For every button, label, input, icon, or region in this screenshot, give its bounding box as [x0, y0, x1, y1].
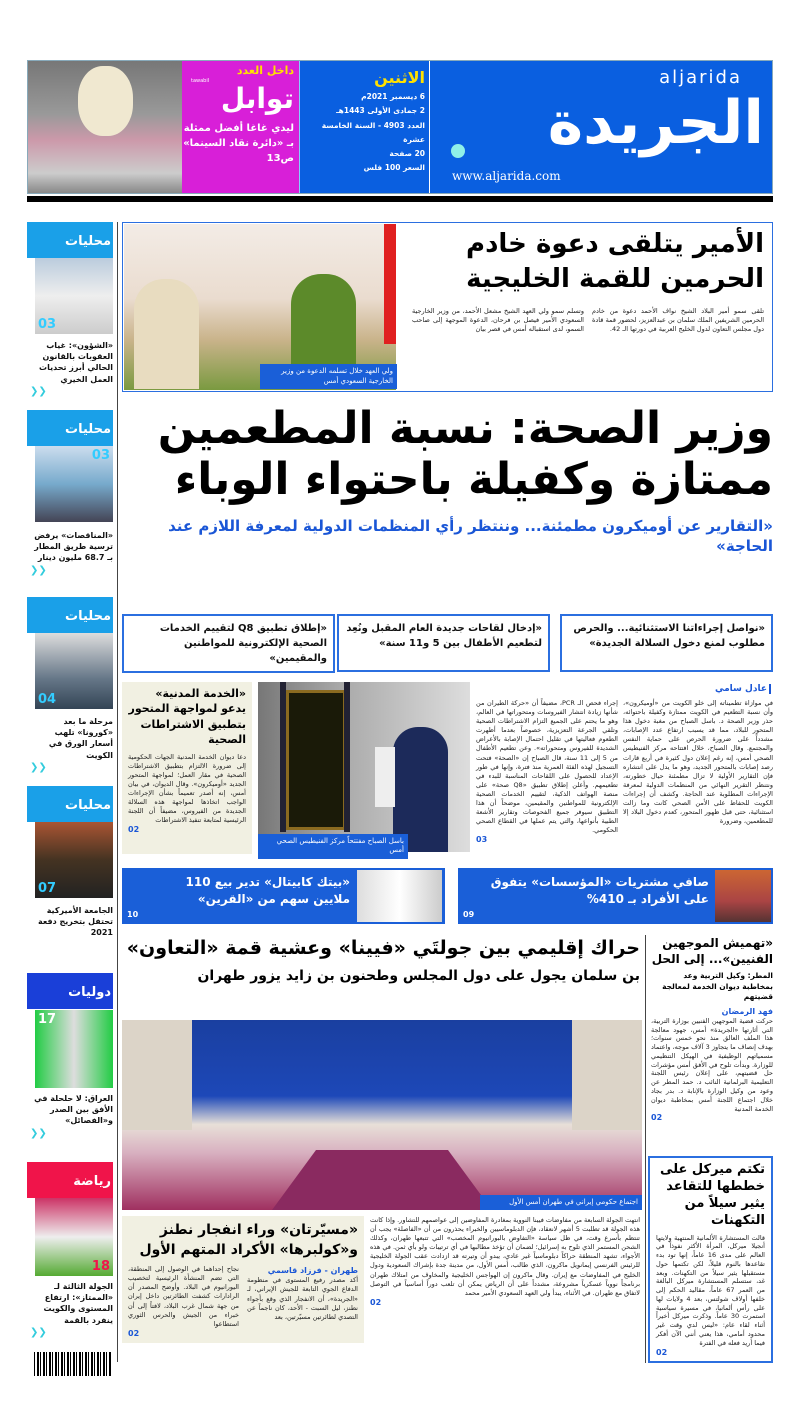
lead-col2-wrap [476, 699, 618, 844]
sidebar-story[interactable]: «المناقصات» يرفض ترسية طريق المطار بـ 68.7 مليون دينار [34, 531, 113, 563]
promo-photo-lady-gaga [28, 61, 182, 193]
page-ref[interactable]: 02 [656, 1347, 668, 1357]
page-number: 03 [38, 317, 57, 332]
civil-service-headline[interactable]: «الخدمة المدنية» يدعو لمواجهة المتحور بتطبيق الاشتراطات الصحية [128, 687, 246, 747]
page-number: 07 [38, 881, 57, 896]
date-hijri: 2 جمادى الأولى 1443هـ [336, 106, 425, 116]
merkel-box [648, 1156, 773, 1363]
date-gregorian: 6 ديسمبر 2021م [361, 92, 425, 101]
top-story-col2: وتسلم سمو ولي العهد الشيخ مشعل الأحمد، من وزير الخارجية السعودي الأمير فيصل بن فرحان، الدعوة الموجهة إلى صاحب السمو، لدى استقباله أمس في قصر بيان [412, 307, 584, 334]
price: السعر 100 فلس [363, 163, 425, 173]
economy-box[interactable] [458, 868, 773, 924]
top-story-caption: ولي العهد خلال تسلمه الدعوة من وزير الخارجية السعودي أمس [260, 364, 397, 389]
sidebar-story[interactable]: الجامعة الأميركية تحتفل بتخريج دفعة 2021 [38, 906, 113, 938]
sidebar-item [30, 1281, 113, 1339]
logo-block[interactable] [430, 61, 772, 193]
issue-number: العدد 4903 - السنة الخامسة عشرة [321, 120, 425, 144]
page-count: 20 صفحة [389, 149, 425, 158]
sidebar-section-sport[interactable]: رياضة [27, 1162, 113, 1198]
natanz-byline: طهران - فرزاد قاسمي [267, 1266, 358, 1276]
chevrons-icon: ❮❮ [30, 1127, 47, 1139]
chevrons-icon: ❮❮ [30, 761, 47, 773]
civil-service-body: دعا ديوان الخدمة المدنية الجهات الحكومية إلى ضرورة الالتزام بتطبيق الاشتراطات الصحية في مقار العمل؛ لمواجهة المتحور الجديد «أوميكرون». وقال الديوان، في بيان أمس، إنه أصدر تعميماً بشأن الإجراءات الواجب اتخاذها لمواجهة هذه السلالة الجديدة من الفيروس، مضيفاً أن اللجنة الرئيسية لمتابعة تنفيذ الاشتراطات [128, 752, 246, 825]
sidebar-item [30, 530, 113, 577]
masthead-rule [27, 196, 773, 202]
promo-supplement-en: tawabil [191, 78, 210, 85]
sidebar-thumb[interactable] [35, 1010, 113, 1088]
headline-line: وزير الصحة: نسبة المطعمين [157, 403, 773, 454]
sidebar-section-local[interactable]: محليات [27, 786, 113, 822]
promo-headline: ليدي غاغا أفضل ممثلة [183, 123, 294, 135]
logo-ar: الجريدة [547, 88, 764, 158]
barcode [34, 1352, 112, 1376]
stock-exchange-photo [715, 870, 771, 922]
promo-kicker: داخل العدد [236, 64, 294, 77]
sidebar-section-local[interactable]: محليات [27, 410, 113, 446]
headline-line: ممتازة وكفيلة باحتواء الوباء [174, 453, 773, 505]
sidebar-item [30, 716, 113, 774]
day: الاثنين [374, 68, 425, 87]
page-number: 04 [38, 692, 57, 707]
merkel-headline[interactable]: تكتم ميركل على خططها للتقاعد يثير سيلاً من التكهنات [660, 1162, 765, 1228]
regional-photo-caption: اجتماع حكومي إيراني في طهران أمس الأول [480, 1195, 642, 1210]
page-number: 03 [91, 448, 110, 463]
lead-photo-caption: باسل الصباح مفتتحاً مركز الفنيطيس الصحي أمس [258, 834, 408, 859]
chevrons-icon: ❮❮ [30, 1326, 47, 1338]
column-divider [645, 935, 646, 1363]
quote-box: «إطلاق تطبيق Q8 لتقييم الخدمات الصحية الإلكترونية للمواطنين والمقيمين» [122, 614, 335, 673]
sidebar-story[interactable]: مرحلة ما بعد «كورونا» تلهب أسعار الورق في الكويت [48, 717, 113, 760]
promo-sub: بـ «دائرة نقاد السينما» ص13 [183, 138, 294, 165]
page-ref[interactable]: 02 [370, 1297, 382, 1307]
sidebar-thumb[interactable] [35, 822, 113, 898]
lead-col2: إجراء فحص الـ PCR، مضيفاً أن «حركة الطيران من شأنها زيادة انتشار الفيروسات ومتحوراتها في العالم، وهو ما يحتم على الجميع التزام الاشتراطات الصحية وتلقي الجرعة التعزيزية، خصوصاً بعدما أظهرت الطعوم فعاليتها في تقليل احتمال الإصابة بالأعراض الشديدة للفيروس ومتحوراته». وعن تطعيم الأطفال من 5 إلى 11 سنة، قال الصباح إن «الصحة» فتحت التسجيل لهذه الفئة العمرية منذ فترة، وإنها في طور الإعداد للحصول على اللقاحات المناسبة للبدء في تطعيمهم. وأعلن إطلاق تطبيق «Q8 صحة» على منصة الهواتف الذكية، لتقييم الخدمات الصحية الإلكترونية للمواطنين والمقيمين، موضحاً أن هذا التطبيق سيوفر جميع الفحوصات وتقارير الأشعة الطبية بأنواعها، والتي يتم عملها في القطاع الصحي الحكومي. [476, 699, 619, 835]
teachers-story [651, 936, 773, 1122]
date-block [299, 61, 429, 193]
quote-box: «إدخال لقاحات جديدة العام المقبل ونُعِد لتطعيم الأطفال بين 5 و11 سنة» [337, 614, 550, 672]
lead-author: عادل سامي [715, 684, 771, 694]
headline-line: الحرمين للقمة الخليجية [466, 264, 764, 295]
page-ref[interactable]: 02 [128, 1328, 140, 1338]
sidebar-section-local[interactable]: محليات [27, 597, 113, 633]
promo-tawabil[interactable] [181, 61, 299, 193]
lead-col1: في موازاة تطميناته إلى خلو الكويت من «أوميكرون»، وأن نسبة التطعيم في الكويت ممتازة وكفيلة باحتوائه، حذر وزير الصحة د. باسل الصباح من مغبة دخول هذا المتحور للبلاد، مما قد يسبب ارتفاع عدد الإصابات، مشدداً على ضرورة الحرص على حماية النفس والمجتمع. وقال الصباح، خلال افتتاحه مركز الفنيطيس الصحي أمس، إنه رغم إعلان دول كثيرة في أربع قارات رصد إصابات بالمتحور الجديد، وهو ما يدل على انتشاره فإن التقارير الأولية لا تزال مطمئنة حيال خطورته، ونتنظر التقرير النهائي من المنظمات الدولية لمعرفة الإجراءات المطلوبة عند الحاجة. وكشف أن إجراءات الكويت للحفاظ على الأمن الصحي كانت وما زالت استثنائية، حتى قبل ظهور المتحور، كعدم دخول البلاد إلا للمطعمين، وضرورة [623, 699, 773, 826]
page-number: 17 [38, 1012, 57, 1027]
economy-headline: «بيتك كابيتال» تدير بيع 110 ملايين سهم من «القرين» [185, 875, 350, 907]
masthead [27, 60, 773, 194]
sidebar-thumb[interactable] [35, 446, 113, 522]
quote-box: «نواصل إجراءاتنا الاستثنائية... والحرص مطلوب لمنع دخول السلالة الجديدة» [560, 614, 773, 672]
top-story [122, 222, 773, 392]
sidebar-thumb[interactable] [35, 1198, 113, 1276]
sidebar-item [30, 340, 113, 398]
economy-box[interactable] [122, 868, 445, 924]
regional-head [122, 936, 640, 986]
merkel-body: قالت المستشارة الألمانية المنتهية ولايتها أنجيلا ميركل، المرأة الأكثر نفوذاً في العالم على مدى 16 عاماً، إنها تود بدء تقاعدها بالنوم قليلاً، لكن تكتمها حول مستقبلها يثير سيلاً من التكهنات. وبعد غد، ستسلم المستشارة ميركل البالغة من العمر 67 عاماً، مقاليد الحكم إلى خلفها أولاف شولتس، بعد 4 ولايات لها على رأس ألمانيا، في مسيرة سياسية استمرت 30 عاماً. وذكرت ميركل أخيراً أثناء لقاء عام: «ليس لدي وقت غير محدود أمامي، هذا يعني أنني الآن أفكر فيما أريد فعله في الفترة [656, 1233, 765, 1347]
sidebar-item [30, 1093, 113, 1140]
headline-line: الأمير يتلقى دعوة خادم [466, 229, 764, 259]
top-story-col1: تلقى سمو أمير البلاد الشيخ نواف الأحمد دعوة من خادم الحرمين الشريفين الملك سلمان بن عبدالعزيز، لحضور قمة قادة دول مجلس التعاون لدول الخليج العربية في دورتها الـ 42. [592, 307, 764, 334]
top-story-headline[interactable] [404, 227, 764, 297]
page-ref: 09 [463, 910, 475, 919]
page-ref[interactable]: 03 [476, 835, 488, 845]
logo-en: aljarida [659, 67, 742, 88]
logo-dot [451, 144, 465, 158]
regional-body: انتهت الجولة السابعة من مفاوضات فيينا النووية بمغادرة المفاوضين إلى عواصمهم للتشاور. وإذا كانت هذه الجولة قد تطلبت 5 أشهر لانعقاد، فإن الدبلوماسيين والخبراء يحذرون من أن «الفاصلة» يجب أن تنتظم بأسرع وقت، في ظل سياسة «التفاوض بالبورانيوم المخصب» التي تتبعها طهران، وكذلك الشحن المستمر الذي تلوح به إسرائيل؛ لضمان أن تؤخذ مطالبها في أي ترتيبات ولو بأي ثمن. في هذه الأجواء، تشهد المنطقة حراكاً دبلوماسياً غير عادي، يبدو أن وتيرته قد ازدادت عقب الجولة الخليجية للرئيس الفرنسي إيمانويل ماكرون، الذي طالب، أمس الأول، من مدينة جدة بإشراك السعودية ودول الخليج في المفاوضات مع إيران. وقال ماكرون إن الهواجس الخليجية والمخاوف من امتلاك طهران برنامجاً نووياً عسكرياً مشروعة، مشدداً على أن الرياض يمكن أن تلعب دوراً أساسياً في التوصل لاتفاق مع طهران. في الأثناء، يبدأ ولي العهد السعودي الأمير محمد [370, 1216, 640, 1297]
lead-subtitle: «التقارير عن أوميكرون مطمئنة... وننتظر رأي المنظمات الدولية لمعرفة اللازم عند الحاجة» [168, 517, 773, 556]
economy-headline: صافي مشتريات «المؤسسات» يتفوق على الأفراد بـ 410% [490, 875, 709, 907]
page-number: 18 [91, 1259, 110, 1274]
sidebar-story[interactable]: «الشؤون»: غياب العقوبات بالقانون الحالي أبرز تحديات العمل الخيري [39, 341, 113, 384]
kfh-capital-photo [357, 870, 442, 922]
natanz-col2: نجاح إحداهما في الوصول إلى المنطقة، التي تضم المنشأة الرئيسية لتخصيب اليورانيوم في البلاد. وأوضح المصدر أن الرادارات كشفت الطائرتين داخل إيران من جهة شمال غرب البلاد، لافتاً إلى أن خبراء من الجيش والحرس الثوري استطاعوا [128, 1265, 239, 1328]
teachers-subheadline: المطر: وكيل التربية وعد بمخاطبة ديوان الخدمة لمعالجة قضيتهم [662, 971, 773, 1002]
teachers-body: حركت قضية الموجهين الفنيين بوزارة التربية، التي أثارتها «الجريدة» أمس، جهود معالجة هذا الملف العالق منذ نحو خمس سنوات؛ بهدف إنصاف ما يتجاوز 3 آلاف موجه، واعتماد مسمياتهم الوظيفية في الهيكل التنظيمي للوزارة. وبدأت تلوح في الأفق أمس مؤشرات حل قضيتهم، على إعلان رئيس اللجنة التعليمية البرلمانية النائب د. حمد المطر عن وعود من وكيل الوزارة بالإنابة د. بدر بجاد خلال اجتماع اللجنة أمس بمخاطبة ديوان الخدمة المدنية [651, 1016, 773, 1113]
sidebar-thumb[interactable] [35, 258, 113, 334]
chevrons-icon: ❮❮ [30, 564, 47, 576]
natanz-box [122, 1216, 364, 1343]
sidebar-section-international[interactable]: دوليات [27, 973, 113, 1009]
website[interactable]: www.aljarida.com [452, 169, 561, 183]
sidebar-thumb[interactable] [35, 633, 113, 709]
natanz-headline[interactable]: «مسيّرتان» وراء انفجار نطنز و«كولبرها» الأكراد المتهم الأول [139, 1222, 358, 1258]
regional-subheadline: بن سلمان يجول على دول المجلس وطحنون بن زايد يزور طهران [197, 967, 640, 984]
sidebar-divider [117, 222, 118, 1362]
page-ref[interactable]: 02 [651, 1113, 663, 1123]
sidebar-item [30, 905, 113, 939]
chevrons-icon: ❮❮ [30, 385, 47, 397]
regional-body-wrap [370, 1216, 640, 1307]
sidebar-section-local[interactable]: محليات [27, 222, 113, 258]
sidebar-story[interactable]: العراق: لا حلحلة في الأفق بين الصدر و«الفصائل» [34, 1094, 113, 1126]
lead-photo[interactable] [258, 682, 470, 852]
promo-supplement: توابل [220, 82, 294, 116]
lead-headline[interactable] [122, 404, 773, 505]
civil-service-box [122, 682, 252, 854]
teachers-headline[interactable]: «تهميش الموجهين الفنيين»... إلى الحل [651, 936, 773, 966]
natanz-col1: أكد مصدر رفيع المستوى في منظومة الدفاع الجوي التابعة للجيش الإيراني، لـ «الجريدة»، أن الانفجار الذي وقع بأجواء نطنز، ليل السبت - الأحد، كان ناجماً عن التصدي لطائرتين مسيّرتين، بعد [247, 1276, 358, 1321]
page-ref[interactable]: 02 [128, 825, 140, 835]
teachers-byline: فهد الرمضان [721, 1006, 773, 1016]
page-ref: 10 [127, 910, 139, 919]
sidebar-story[interactable]: الجولة الثالثة لـ «الممتاز»: ارتفاع المستوى والكويت ينفرد بالقمة [43, 1282, 113, 1325]
regional-photo[interactable] [122, 1020, 642, 1210]
regional-headline[interactable]: حراك إقليمي بين جولتَي «فيينا» وعشية قمة «التعاون» [126, 937, 640, 959]
